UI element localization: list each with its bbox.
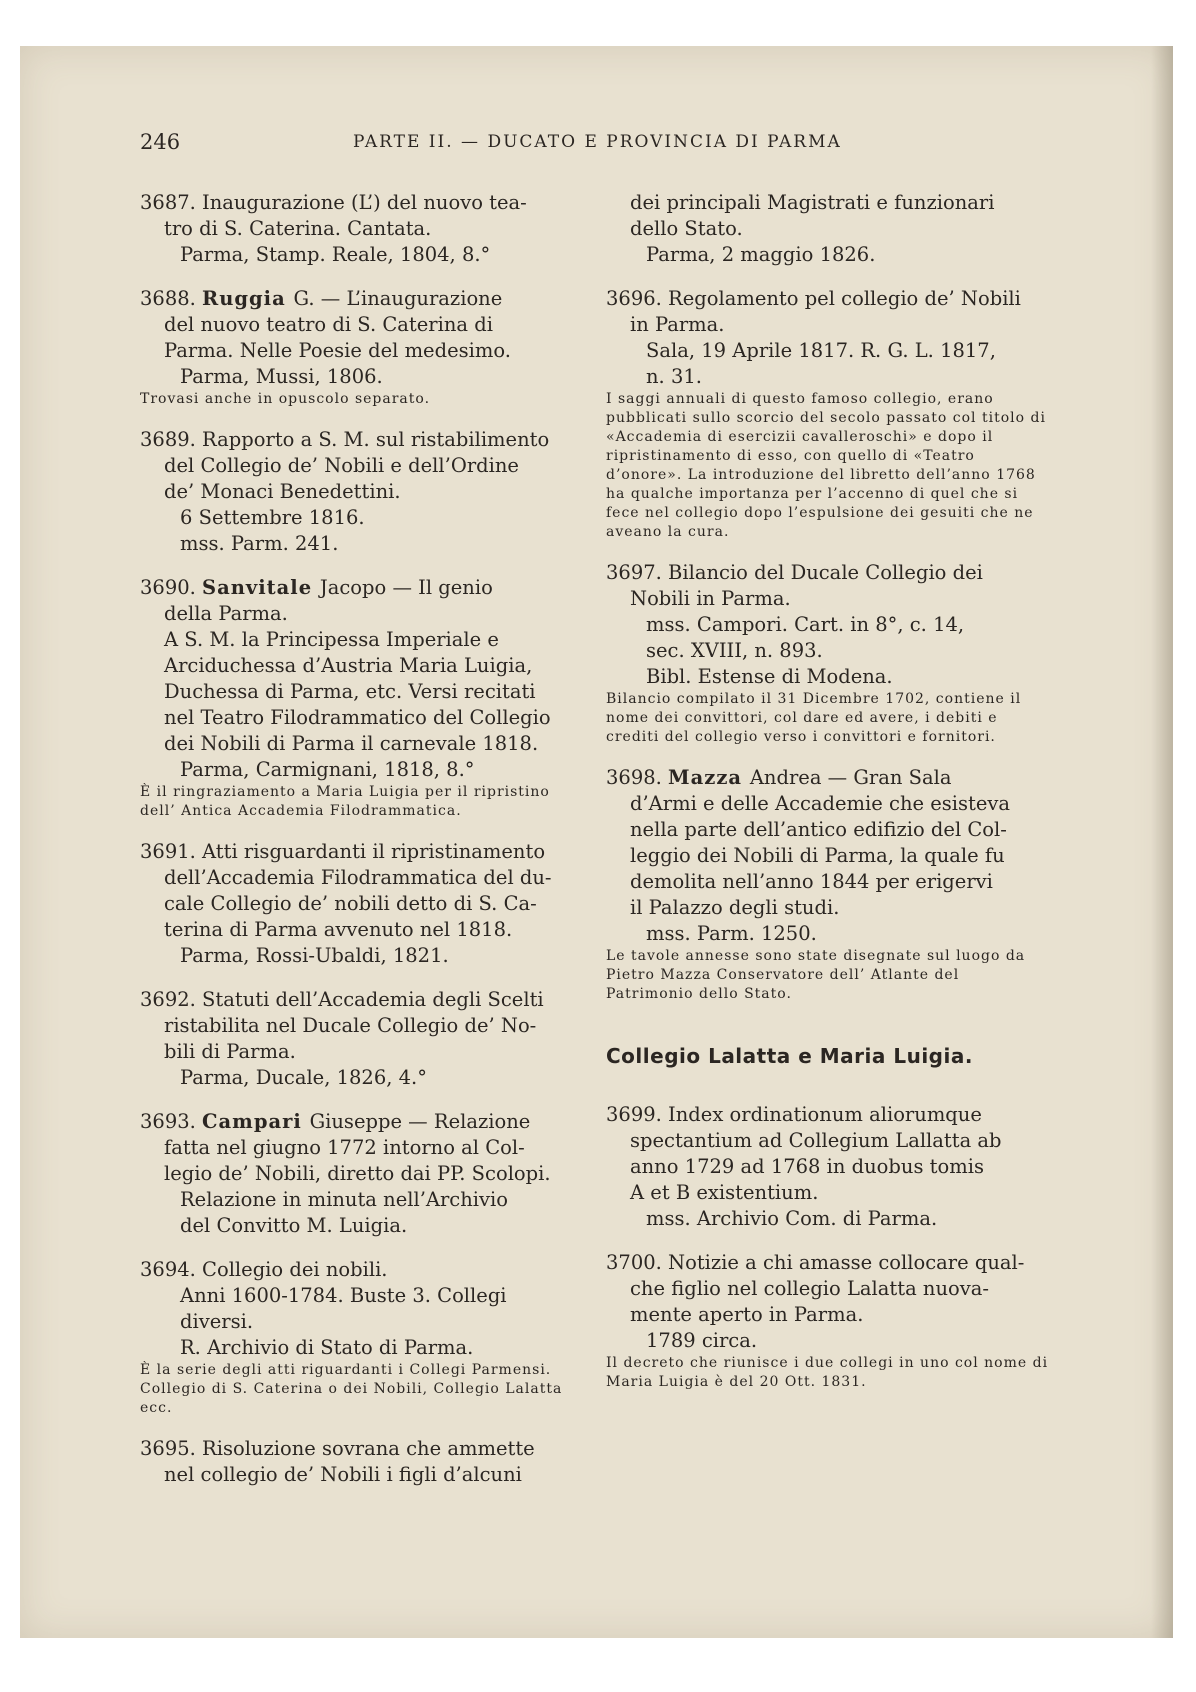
entry-imprint: n. 31. — [646, 365, 702, 388]
page-edge-shadow — [1151, 46, 1173, 1638]
entry-line: della Parma. — [164, 602, 288, 625]
entry-imprint: mss. Archivio Com. di Parma. — [646, 1207, 938, 1230]
entry-line: dello Stato. — [630, 217, 743, 240]
entry-line: leggio dei Nobili di Parma, la quale fu — [630, 844, 1005, 867]
entry-imprint: Parma, Mussi, 1806. — [180, 365, 383, 388]
entry-author: Sanvitale — [202, 576, 320, 599]
entry-number: 3693. — [140, 1110, 203, 1133]
entry-author: Ruggia — [202, 287, 294, 310]
entry-number: 3690. — [140, 576, 203, 599]
entry-line: del nuovo teatro di S. Caterina di — [164, 313, 493, 336]
entry-line: terina di Parma avvenuto nel 1818. — [164, 918, 513, 941]
left-column — [140, 190, 580, 1506]
entry-imprint: diversi. — [180, 1310, 254, 1333]
entry-line: de’ Monaci Benedettini. — [164, 480, 401, 503]
catalog-entry — [606, 765, 1051, 1004]
entry-imprint: Relazione in minuta nell’Archivio — [180, 1188, 509, 1211]
entry-imprint: Sala, 19 Aprile 1817. R. G. L. 1817, — [646, 339, 996, 362]
entry-imprint: mss. Parm. 1250. — [646, 922, 817, 945]
entry-note: Le tavole annesse sono state disegnate sul luogo da Pietro Mazza Conservatore dell’ Atlante del Patrimonio dello Stato. — [606, 948, 1026, 1002]
entry-imprint: R. Archivio di Stato di Parma. — [180, 1336, 474, 1359]
entry-line: il Palazzo degli studi. — [630, 896, 840, 919]
catalog-entry — [606, 286, 1051, 542]
entry-line: nel Teatro Filodrammatico del Collegio — [164, 706, 551, 729]
entry-imprint: del Convitto M. Luigia. — [180, 1214, 408, 1237]
entry-imprint: Parma, Stamp. Reale, 1804, 8.° — [180, 243, 491, 266]
entry-line: Duchessa di Parma, etc. Versi recitati — [164, 680, 536, 703]
entry-number: 3687. — [140, 191, 203, 214]
entry-line: 3692. Statuti dell’Accademia degli Scelti — [140, 988, 544, 1011]
catalog-entry — [140, 1436, 580, 1488]
entry-number: 3696. — [606, 287, 669, 310]
entry-imprint: Parma, Carmignani, 1818, 8.° — [180, 758, 475, 781]
entry-number: 3692. — [140, 988, 203, 1011]
entry-number: 3691. — [140, 840, 203, 863]
entry-author: Mazza — [668, 766, 750, 789]
entry-note: Trovasi anche in opuscolo separato. — [140, 391, 431, 407]
entry-line: mente aperto in Parma. — [630, 1303, 864, 1326]
entry-line: in Parma. — [630, 313, 725, 336]
entry-number: 3695. — [140, 1437, 203, 1460]
entry-line: A et B existentium. — [630, 1181, 819, 1204]
entry-line: nella parte dell’antico edifizio del Col- — [630, 818, 1007, 841]
entry-imprint: Bibl. Estense di Modena. — [646, 665, 893, 688]
running-title: PARTE II. — DUCATO E PROVINCIA DI PARMA — [353, 132, 842, 152]
entry-line: Nobili in Parma. — [630, 587, 791, 610]
catalog-entry — [140, 575, 580, 821]
entry-line: tro di S. Caterina. Cantata. — [164, 217, 432, 240]
entry-line: 3693. Campari Giuseppe — Relazione — [140, 1110, 531, 1133]
entry-line: bili di Parma. — [164, 1040, 296, 1063]
entry-note: Bilancio compilato il 31 Dicembre 1702, contiene il nome dei convittori, col dare ed avere, i debiti e crediti del collegio verso i convittori e fornitori. — [606, 691, 1022, 745]
entry-line: 3687. Inaugurazione (L’) del nuovo tea- — [140, 191, 527, 214]
entry-line: ristabilita nel Ducale Collegio de’ No- — [164, 1014, 537, 1037]
entry-line: 3695. Risoluzione sovrana che ammette — [140, 1437, 535, 1460]
entry-line: nel collegio de’ Nobili i figli d’alcuni — [164, 1463, 522, 1486]
entry-line: dei principali Magistrati e funzionari — [630, 191, 995, 214]
entry-imprint: sec. XVIII, n. 893. — [646, 639, 823, 662]
entry-line: 3688. Ruggia G. — L’inaugurazione — [140, 287, 503, 310]
entry-line: 3691. Atti risguardanti il ripristinamento — [140, 840, 546, 863]
entry-line: 3690. Sanvitale Jacopo — Il genio — [140, 576, 493, 599]
entry-line: 3697. Bilancio del Ducale Collegio dei — [606, 561, 983, 584]
entry-number: 3688. — [140, 287, 203, 310]
entry-line: del Collegio de’ Nobili e dell’Ordine — [164, 454, 519, 477]
entry-number: 3689. — [140, 428, 203, 451]
entry-note: È il ringraziamento a Maria Luigia per il ripristino dell’ Antica Accademia Filodrammatica. — [140, 784, 550, 819]
entry-number: 3698. — [606, 766, 669, 789]
entry-line: demolita nell’anno 1844 per erigervi — [630, 870, 993, 893]
right-column — [606, 190, 1051, 1410]
entry-line: legio de’ Nobili, diretto dai PP. Scolopi. — [164, 1162, 551, 1185]
entry-line: 3694. Collegio dei nobili. — [140, 1258, 388, 1281]
entry-line: 3696. Regolamento pel collegio de’ Nobili — [606, 287, 1021, 310]
entry-note: Il decreto che riunisce i due collegi in uno col nome di Maria Luigia è del 20 Ott. 1831. — [606, 1355, 1049, 1390]
catalog-entry — [140, 286, 580, 409]
entry-line: A S. M. la Principessa Imperiale e — [164, 628, 499, 651]
catalog-entry — [140, 427, 580, 557]
entry-number: 3694. — [140, 1258, 203, 1281]
entry-imprint: mss. Parm. 241. — [180, 532, 339, 555]
catalog-entry — [606, 1250, 1051, 1392]
entry-author: Campari — [202, 1110, 310, 1133]
entry-line: dei Nobili di Parma il carnevale 1818. — [164, 732, 539, 755]
catalog-entry — [140, 987, 580, 1091]
entry-number: 3700. — [606, 1251, 669, 1274]
entry-line: Parma. Nelle Poesie del medesimo. — [164, 339, 511, 362]
catalog-entry — [140, 190, 580, 268]
entry-imprint: Parma, 2 maggio 1826. — [646, 243, 876, 266]
entry-line: dell’Accademia Filodrammatica del du- — [164, 866, 552, 889]
entry-imprint: Parma, Ducale, 1826, 4.° — [180, 1066, 427, 1089]
entry-imprint: Parma, Rossi-Ubaldi, 1821. — [180, 944, 449, 967]
entry-line: cale Collegio de’ nobili detto di S. Ca- — [164, 892, 537, 915]
entry-line: spectantium ad Collegium Lallatta ab — [630, 1129, 1002, 1152]
catalog-entry — [140, 839, 580, 969]
entry-line: 3689. Rapporto a S. M. sul ristabilimento — [140, 428, 550, 451]
entry-line: fatta nel giugno 1772 intorno al Col- — [164, 1136, 525, 1159]
entry-imprint: 6 Settembre 1816. — [180, 506, 365, 529]
page-number: 246 — [140, 130, 181, 154]
section-heading: Collegio Lalatta e Maria Luigia. — [606, 1044, 973, 1068]
entry-line: Arciduchessa d’Austria Maria Luigia, — [164, 654, 533, 677]
entry-line: che figlio nel collegio Lalatta nuova- — [630, 1277, 990, 1300]
entry-note: I saggi annuali di questo famoso collegio, erano pubblicati sullo scorcio del secolo passato col titolo di «Accademia di esercizii cavalleroschi» e dopo il ripristinamento di esso, con quello di «Teatro d’onore». La introduzione del libretto dell’anno 1768 ha qualche importanza per l’accenno di quel che si fece nel collegio dopo l’espulsione dei gesuiti che ne aveano la cura. — [606, 391, 1046, 540]
entry-imprint: mss. Campori. Cart. in 8°, c. 14, — [646, 613, 965, 636]
entry-imprint: 1789 circa. — [646, 1329, 758, 1352]
entry-line: 3699. Index ordinationum aliorumque — [606, 1103, 982, 1126]
catalog-entry — [606, 1102, 1051, 1232]
catalog-entry — [606, 560, 1051, 747]
catalog-entry — [606, 190, 1051, 268]
entry-note: È la serie degli atti riguardanti i Collegi Parmensi. Collegio di S. Caterina o dei Nobili, Collegio Lalatta ecc. — [140, 1362, 563, 1416]
entry-number: 3697. — [606, 561, 669, 584]
catalog-entry — [140, 1109, 580, 1239]
entry-number: 3699. — [606, 1103, 669, 1126]
entry-imprint: Anni 1600-1784. Buste 3. Collegi — [180, 1284, 507, 1307]
entry-line: 3698. Mazza Andrea — Gran Sala — [606, 766, 952, 789]
entry-line: 3700. Notizie a chi amasse collocare qual- — [606, 1251, 1025, 1274]
catalog-entry — [140, 1257, 580, 1418]
entry-line: anno 1729 ad 1768 in duobus tomis — [630, 1155, 984, 1178]
entry-line: d’Armi e delle Accademie che esisteva — [630, 792, 1011, 815]
page-header — [140, 130, 900, 160]
